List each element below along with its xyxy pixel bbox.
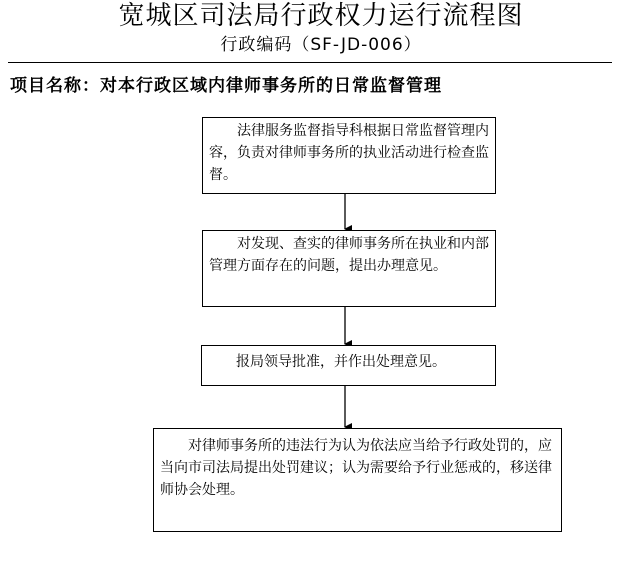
flow-step-inspection: 法律服务监督指导科根据日常监督管理内容，负责对律师事务所的执业活动进行检查监督。 [202, 117, 496, 194]
project-label: 项目名称： [10, 76, 100, 96]
flow-step-approval: 报局领导批准，并作出处理意见。 [201, 345, 496, 386]
project-name: 对本行政区域内律师事务所的日常监督管理 [100, 76, 442, 96]
flow-step-disposition: 对律师事务所的违法行为认为依法应当给予行政处罚的，应当向市司法局提出处罚建议；认为需要给予行业惩戒的，移送律师协会处理。 [153, 428, 562, 532]
header-divider [8, 62, 612, 63]
flow-step-proposal: 对发现、查实的律师事务所在执业和内部管理方面存在的问题，提出办理意见。 [202, 230, 496, 307]
administrative-code: 行政编码（SF-JD-006） [220, 35, 422, 55]
project-line [10, 74, 442, 98]
page-title: 宽城区司法局行政权力运行流程图 [118, 1, 524, 31]
